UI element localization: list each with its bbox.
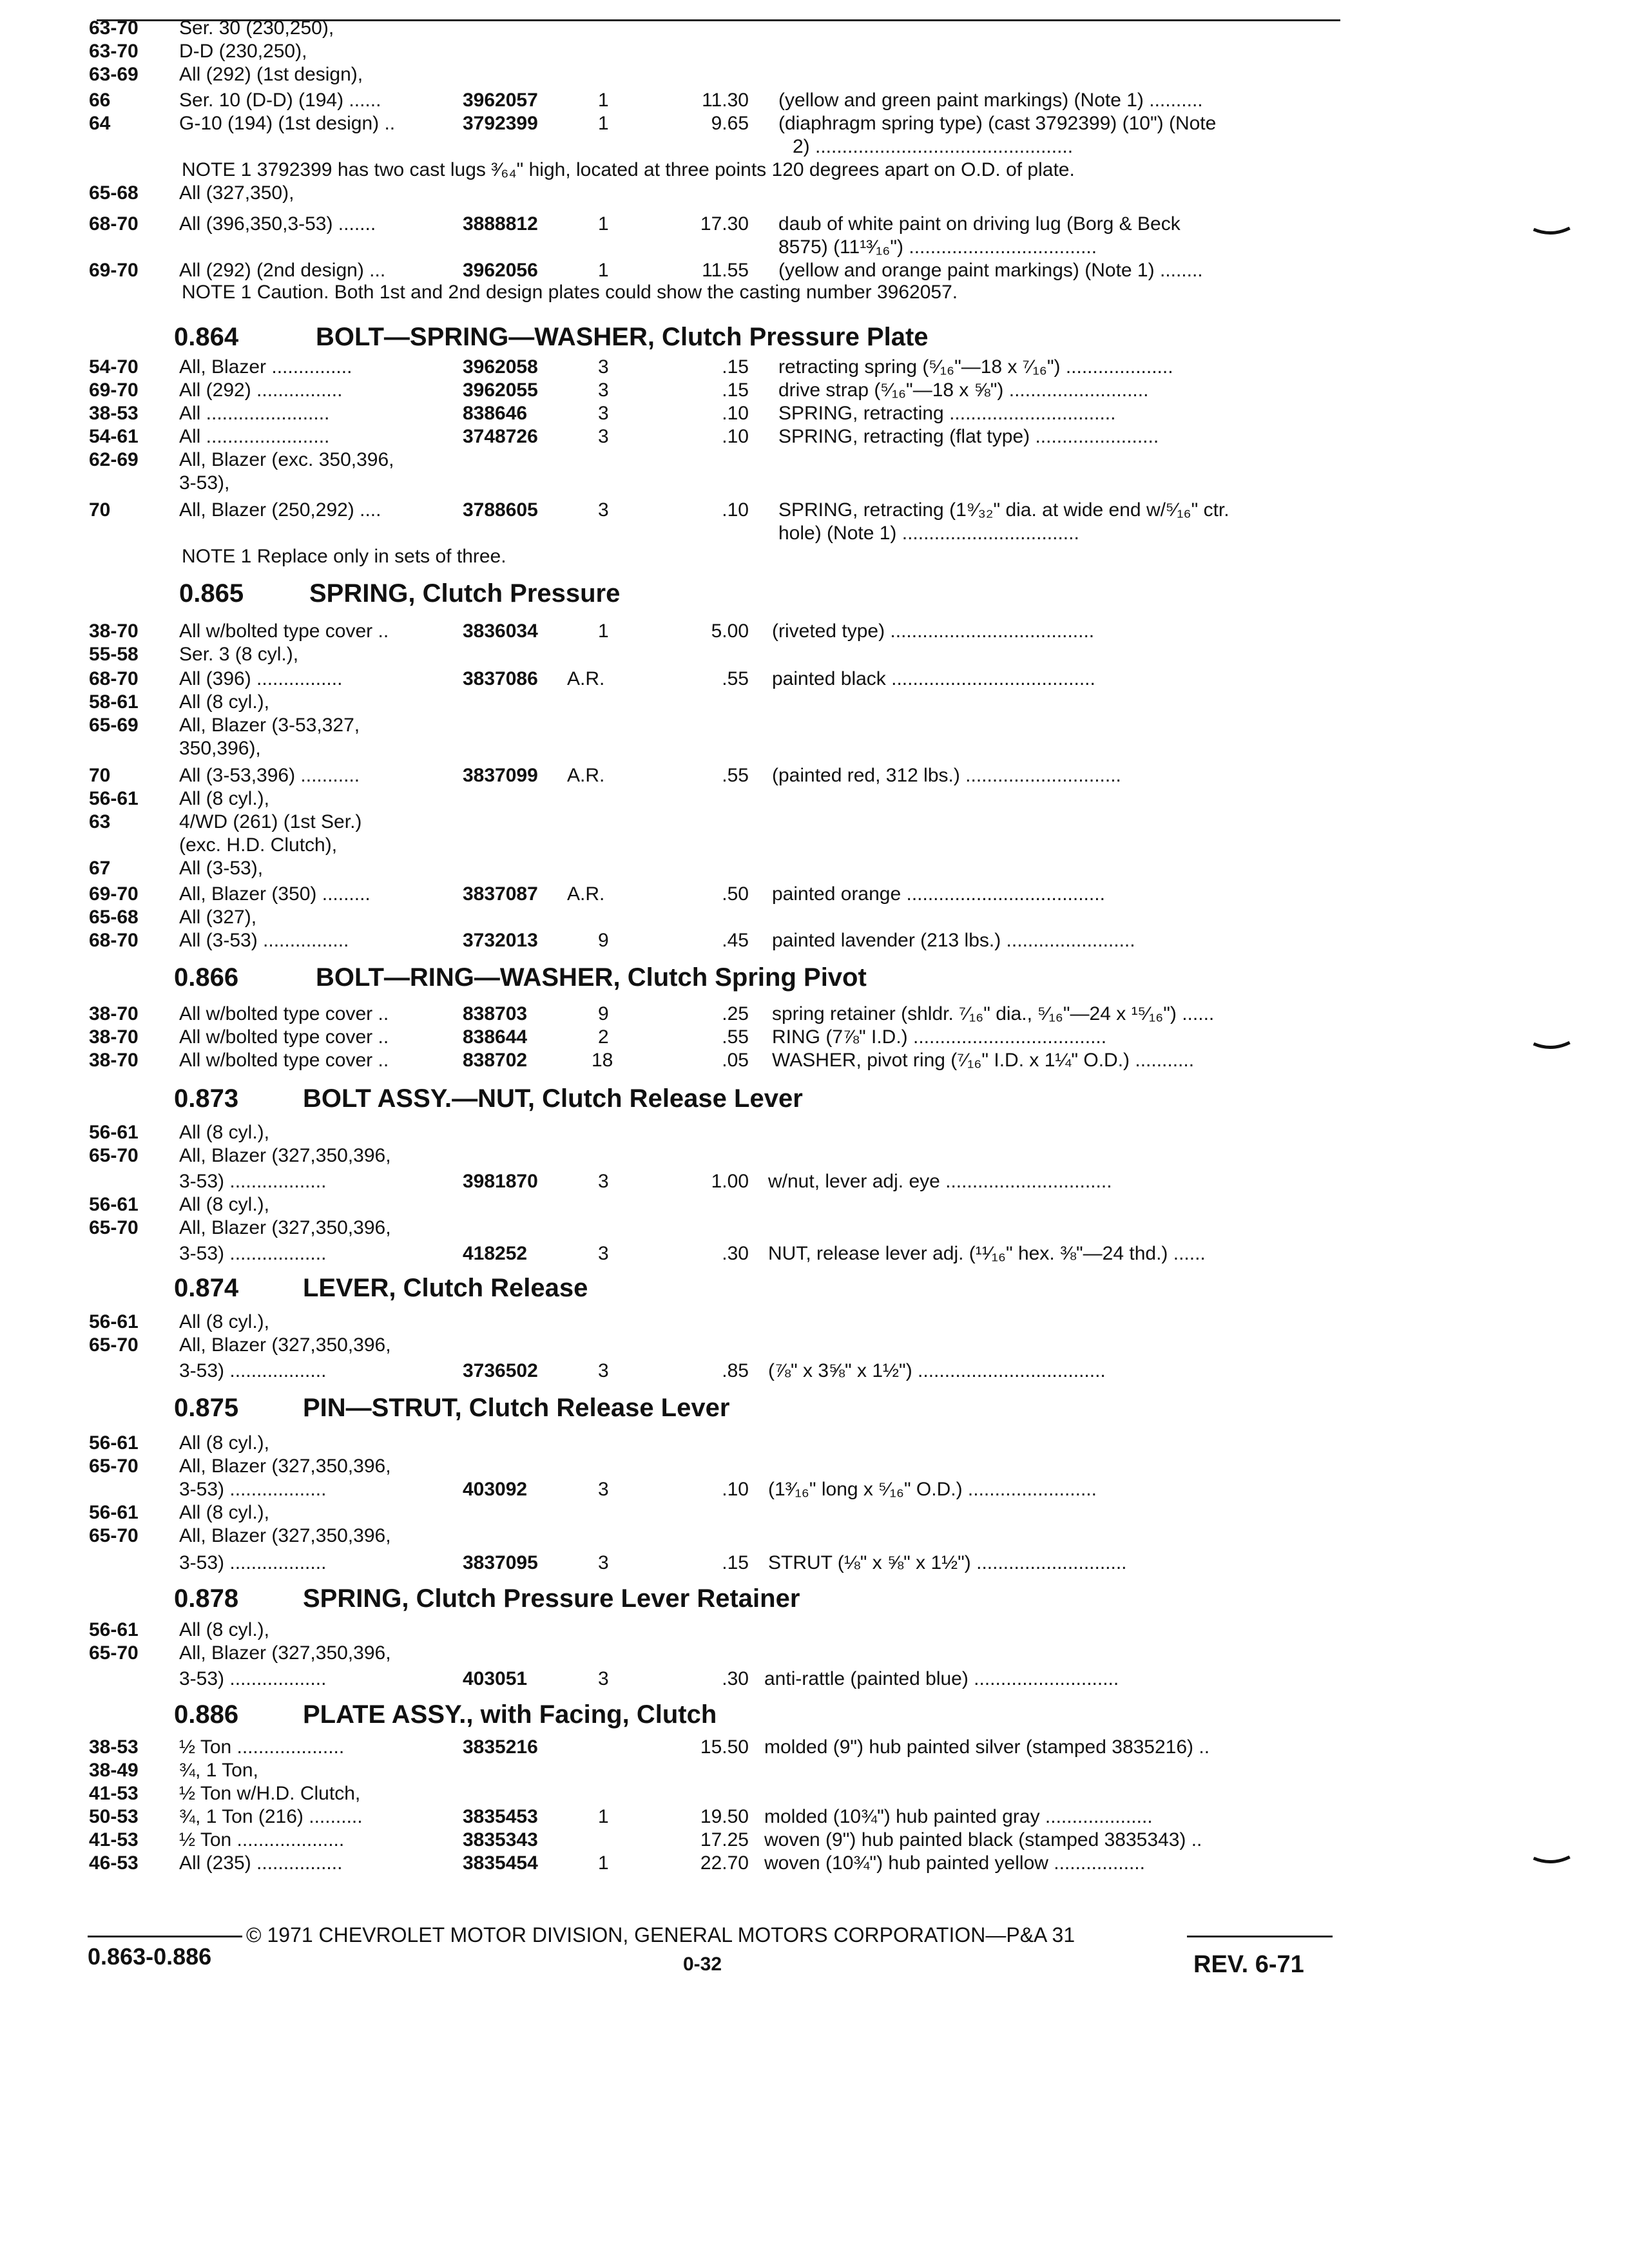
part-row [0, 1334, 1629, 1357]
years: 56-61 [89, 788, 139, 809]
application: All (8 cyl.), [179, 1194, 270, 1215]
part-row [0, 883, 1629, 906]
description: (yellow and orange paint markings) (Note 1) ........ [778, 260, 1203, 281]
margin-mark [1532, 1856, 1571, 1866]
price: .55 [722, 765, 749, 786]
years: 62-69 [89, 449, 139, 470]
part-number: 3981870 [463, 1171, 538, 1192]
quantity: A.R. [567, 883, 605, 905]
part-row [0, 714, 1629, 737]
part-row [0, 1478, 1629, 1501]
part-row [0, 643, 1629, 666]
price: 17.25 [700, 1829, 749, 1850]
part-number: 3962058 [463, 356, 538, 378]
years: 65-70 [89, 1642, 139, 1664]
group-number: 0.865 [179, 579, 244, 608]
footer-copyright: © 1971 CHEVROLET MOTOR DIVISION, GENERAL MOTORS CORPORATION—P&A 31 [246, 1923, 1075, 1946]
application: 3-53) .................. [179, 1171, 327, 1192]
years: 38-70 [89, 620, 139, 642]
footer-page-number: 0-32 [683, 1954, 722, 1975]
part-row [0, 1852, 1629, 1875]
price: 22.70 [700, 1852, 749, 1874]
part-row [0, 259, 1629, 282]
years: 69-70 [89, 260, 139, 281]
application: (exc. H.D. Clutch), [179, 834, 338, 856]
price: .10 [722, 403, 749, 424]
description: retracting spring (⁵⁄₁₆"—18 x ⁷⁄₁₆") .................... [778, 356, 1173, 378]
part-number: 403092 [463, 1479, 528, 1500]
footer-revision: REV. 6-71 [1193, 1951, 1304, 1978]
years: 38-53 [89, 403, 139, 424]
description: molded (10¾") hub painted gray .................... [764, 1806, 1153, 1827]
description: painted black ...................................... [772, 668, 1095, 689]
part-number: 3837095 [463, 1552, 538, 1573]
application: All, Blazer (327,350,396, [179, 1145, 391, 1166]
application: All (8 cyl.), [179, 1502, 270, 1523]
application: All (3-53,396) ........... [179, 765, 360, 786]
part-row [0, 40, 1629, 63]
part-number: 838644 [463, 1026, 528, 1048]
quantity: 1 [598, 260, 609, 281]
description: woven (9") hub painted black (stamped 3835343) .. [764, 1829, 1202, 1850]
part-number: 3732013 [463, 930, 538, 951]
group-title: PIN—STRUT, Clutch Release Lever [303, 1394, 730, 1422]
part-number: 3962055 [463, 380, 538, 401]
years: 55-58 [89, 644, 139, 665]
description: (diaphragm spring type) (cast 3792399) (10") (Note [778, 113, 1217, 134]
application: All (327), [179, 907, 257, 928]
price: .45 [722, 930, 749, 951]
price: .85 [722, 1360, 749, 1381]
margin-mark [1532, 1041, 1571, 1052]
part-row [0, 448, 1629, 472]
part-row [0, 764, 1629, 787]
application: D-D (230,250), [179, 41, 307, 62]
group-title: BOLT ASSY.—NUT, Clutch Release Lever [303, 1084, 803, 1113]
part-row [0, 929, 1629, 952]
part-row [0, 402, 1629, 425]
application: All (292) ................ [179, 380, 343, 401]
application: All (8 cyl.), [179, 691, 270, 713]
part-number: 3835454 [463, 1852, 538, 1874]
price: 11.55 [702, 260, 749, 281]
part-row [0, 1642, 1629, 1665]
part-number: 3888812 [463, 213, 538, 235]
part-row [0, 834, 1629, 857]
years: 63-70 [89, 17, 139, 39]
description: (yellow and green paint markings) (Note 1) .......... [778, 90, 1203, 111]
years: 56-61 [89, 1619, 139, 1640]
part-row [0, 1242, 1629, 1265]
years: 56-61 [89, 1122, 139, 1143]
years: 65-70 [89, 1217, 139, 1238]
part-number: 3962057 [463, 90, 538, 111]
part-row [0, 811, 1629, 834]
quantity: 3 [598, 1668, 609, 1689]
price: 15.50 [700, 1736, 749, 1758]
application: All, Blazer (350) ......... [179, 883, 371, 905]
group-title: SPRING, Clutch Pressure [309, 579, 621, 608]
part-number: 3788605 [463, 499, 538, 521]
years: 38-70 [89, 1003, 139, 1024]
price: 1.00 [711, 1171, 749, 1192]
part-row [0, 1552, 1629, 1575]
application: 3-53) .................. [179, 1552, 327, 1573]
part-row [0, 1144, 1629, 1168]
years: 68-70 [89, 930, 139, 951]
application: All w/bolted type cover .. [179, 620, 389, 642]
part-number: 418252 [463, 1243, 528, 1264]
description: RING (7⅞" I.D.) .................................... [772, 1026, 1107, 1048]
part-row [0, 1805, 1629, 1829]
part-row [0, 737, 1629, 760]
application: ¾, 1 Ton (216) .......... [179, 1806, 363, 1827]
part-row [0, 89, 1629, 112]
price: .55 [722, 668, 749, 689]
application: 4/WD (261) (1st Ser.) [179, 811, 362, 832]
part-row [0, 522, 1629, 545]
description: SPRING, retracting ............................... [778, 403, 1116, 424]
note: NOTE 1 Caution. Both 1st and 2nd design plates could show the casting number 3962057. [182, 282, 958, 303]
group-number: 0.875 [174, 1394, 239, 1422]
margin-mark [1532, 227, 1571, 237]
years: 68-70 [89, 213, 139, 235]
application: All (292) (1st design), [179, 64, 363, 85]
application: All, Blazer (exc. 350,396, [179, 449, 394, 470]
part-number: 3837086 [463, 668, 538, 689]
description: drive strap (⁵⁄₁₆"—18 x ⅝") .......................... [778, 380, 1149, 401]
group-number: 0.878 [174, 1584, 239, 1613]
application: All, Blazer (327,350,396, [179, 1217, 391, 1238]
description: SPRING, retracting (1⁹⁄₃₂" dia. at wide end w/⁵⁄₁₆" ctr. [778, 499, 1229, 521]
part-row [0, 1782, 1629, 1805]
application: All ....................... [179, 403, 330, 424]
years: 70 [89, 499, 111, 521]
description: painted lavender (213 lbs.) ........................ [772, 930, 1135, 951]
part-row [0, 1003, 1629, 1026]
quantity: 3 [598, 499, 609, 521]
application: G-10 (194) (1st design) .. [179, 113, 396, 134]
quantity: 1 [598, 1806, 609, 1827]
years: 46-53 [89, 1852, 139, 1874]
application: 3-53) .................. [179, 1243, 327, 1264]
group-number: 0.873 [174, 1084, 239, 1113]
part-number: 3835343 [463, 1829, 538, 1850]
quantity: 3 [598, 426, 609, 447]
years: 56-61 [89, 1311, 139, 1332]
part-row [0, 17, 1629, 40]
years: 65-68 [89, 907, 139, 928]
years: 38-70 [89, 1050, 139, 1071]
application: All (8 cyl.), [179, 1619, 270, 1640]
application: Ser. 30 (230,250), [179, 17, 334, 39]
description: (painted red, 312 lbs.) ............................. [772, 765, 1121, 786]
years: 64 [89, 113, 111, 134]
quantity: 1 [598, 1852, 609, 1874]
part-number: 3837099 [463, 765, 538, 786]
years: 38-70 [89, 1026, 139, 1048]
part-row [0, 1759, 1629, 1782]
description: daub of white paint on driving lug (Borg & Beck [778, 213, 1181, 235]
price: .05 [722, 1050, 749, 1071]
part-number: 3837087 [463, 883, 538, 905]
part-row [0, 112, 1629, 135]
quantity: 3 [598, 403, 609, 424]
description: STRUT (⅛" x ⅝" x 1½") ............................ [768, 1552, 1127, 1573]
part-row [0, 1193, 1629, 1216]
part-number: 3748726 [463, 426, 538, 447]
part-row [0, 182, 1629, 205]
price: 9.65 [711, 113, 749, 134]
description: 2) ................................................ [793, 136, 1074, 157]
years: 41-53 [89, 1829, 139, 1850]
part-row [0, 1524, 1629, 1548]
description: WASHER, pivot ring (⁷⁄₁₆" I.D. x 1¼" O.D.) ........... [772, 1050, 1195, 1071]
years: 65-68 [89, 182, 139, 204]
application: All, Blazer (3-53,327, [179, 715, 360, 736]
part-row [0, 1736, 1629, 1759]
years: 63-69 [89, 64, 139, 85]
footer-group-range: 0.863-0.886 [88, 1943, 212, 1970]
application: All (8 cyl.), [179, 1311, 270, 1332]
application: ½ Ton .................... [179, 1736, 345, 1758]
description: spring retainer (shldr. ⁷⁄₁₆" dia., ⁵⁄₁₆"—24 x ¹⁵⁄₁₆") ...... [772, 1003, 1215, 1024]
part-row [0, 857, 1629, 880]
description: molded (9") hub painted silver (stamped 3835216) .. [764, 1736, 1210, 1758]
description: (1³⁄₁₆" long x ⁵⁄₁₆" O.D.) ........................ [768, 1479, 1097, 1500]
years: 69-70 [89, 883, 139, 905]
application: 3-53), [179, 472, 230, 494]
quantity: 1 [598, 113, 609, 134]
description: NUT, release lever adj. (¹¹⁄₁₆" hex. ⅜"—24 thd.) ...... [768, 1243, 1206, 1264]
part-row [0, 1829, 1629, 1852]
part-row [0, 691, 1629, 714]
note: NOTE 1 Replace only in sets of three. [182, 546, 506, 567]
price: .50 [722, 883, 749, 905]
price: 19.50 [700, 1806, 749, 1827]
description: (⅞" x 3⅝" x 1½") ................................... [768, 1360, 1106, 1381]
application: All (292) (2nd design) ... [179, 260, 386, 281]
price: .10 [722, 426, 749, 447]
years: 56-61 [89, 1502, 139, 1523]
years: 56-61 [89, 1194, 139, 1215]
part-row [0, 379, 1629, 402]
part-row [0, 1170, 1629, 1193]
application: ½ Ton .................... [179, 1829, 345, 1850]
application: 3-53) .................. [179, 1360, 327, 1381]
part-number: 3736502 [463, 1360, 538, 1381]
part-number: 403051 [463, 1668, 528, 1689]
part-row [0, 1049, 1629, 1072]
price: .10 [722, 499, 749, 521]
quantity: 3 [598, 380, 609, 401]
years: 65-69 [89, 715, 139, 736]
quantity: 3 [598, 1552, 609, 1573]
quantity: 3 [598, 1360, 609, 1381]
description: 8575) (11¹³⁄₁₆") ................................... [778, 236, 1097, 258]
application: 3-53) .................. [179, 1479, 327, 1500]
years: 66 [89, 90, 111, 111]
price: 17.30 [700, 213, 749, 235]
quantity: 3 [598, 356, 609, 378]
part-row [0, 1026, 1629, 1049]
application: All (235) ................ [179, 1852, 343, 1874]
description: hole) (Note 1) ................................. [778, 523, 1079, 544]
application: All, Blazer (327,350,396, [179, 1456, 391, 1477]
part-row [0, 1360, 1629, 1383]
description: w/nut, lever adj. eye ............................... [768, 1171, 1112, 1192]
quantity: 2 [598, 1026, 609, 1048]
part-number: 838703 [463, 1003, 528, 1024]
part-number: 3836034 [463, 620, 538, 642]
part-number: 838702 [463, 1050, 528, 1071]
part-row [0, 425, 1629, 448]
price: 11.30 [702, 90, 749, 111]
part-row [0, 668, 1629, 691]
quantity: 9 [598, 1003, 609, 1024]
years: 63 [89, 811, 111, 832]
part-row [0, 787, 1629, 811]
application: 350,396), [179, 738, 261, 759]
application: All w/bolted type cover .. [179, 1003, 389, 1024]
part-row [0, 499, 1629, 522]
application: All (396,350,3-53) ....... [179, 213, 376, 235]
part-row [0, 1501, 1629, 1524]
part-row [0, 906, 1629, 929]
years: 50-53 [89, 1806, 139, 1827]
application: All (3-53) ................ [179, 930, 349, 951]
quantity: A.R. [567, 765, 605, 786]
price: .25 [722, 1003, 749, 1024]
part-row [0, 1455, 1629, 1478]
application: All w/bolted type cover .. [179, 1026, 389, 1048]
description: anti-rattle (painted blue) ........................... [764, 1668, 1119, 1689]
price: .10 [722, 1479, 749, 1500]
price: .30 [722, 1668, 749, 1689]
part-row [0, 620, 1629, 643]
part-number: 3835453 [463, 1806, 538, 1827]
part-row [0, 213, 1629, 236]
group-title: BOLT—SPRING—WASHER, Clutch Pressure Plate [316, 323, 929, 351]
group-number: 0.866 [174, 963, 239, 992]
price: .55 [722, 1026, 749, 1048]
years: 54-61 [89, 426, 139, 447]
part-row [0, 356, 1629, 379]
group-title: PLATE ASSY., with Facing, Clutch [303, 1700, 717, 1729]
quantity: A.R. [567, 668, 605, 689]
years: 41-53 [89, 1783, 139, 1804]
years: 65-70 [89, 1145, 139, 1166]
years: 65-70 [89, 1525, 139, 1546]
group-number: 0.874 [174, 1274, 239, 1302]
years: 65-70 [89, 1334, 139, 1356]
quantity: 18 [592, 1050, 613, 1071]
description: painted orange ..................................... [772, 883, 1105, 905]
description: woven (10¾") hub painted yellow ................. [764, 1852, 1145, 1874]
price: .15 [722, 1552, 749, 1573]
application: All, Blazer ............... [179, 356, 352, 378]
footer-rule-left [88, 1936, 242, 1937]
part-row [0, 135, 1629, 159]
group-title: SPRING, Clutch Pressure Lever Retainer [303, 1584, 800, 1613]
years: 69-70 [89, 380, 139, 401]
application: 3-53) .................. [179, 1668, 327, 1689]
quantity: 3 [598, 1171, 609, 1192]
application: All (8 cyl.), [179, 788, 270, 809]
application: ¾, 1 Ton, [179, 1760, 258, 1781]
application: Ser. 3 (8 cyl.), [179, 644, 299, 665]
quantity: 1 [598, 620, 609, 642]
part-row [0, 1667, 1629, 1691]
note: NOTE 1 3792399 has two cast lugs ³⁄₆₄" high, located at three points 120 degrees apart on O.D. of plate. [182, 159, 1075, 180]
years: 38-49 [89, 1760, 139, 1781]
part-row [0, 472, 1629, 495]
part-row [0, 1216, 1629, 1240]
part-row [0, 63, 1629, 86]
description: (riveted type) ...................................... [772, 620, 1095, 642]
application: All (8 cyl.), [179, 1432, 270, 1454]
application: All, Blazer (250,292) .... [179, 499, 381, 521]
years: 63-70 [89, 41, 139, 62]
application: All w/bolted type cover .. [179, 1050, 389, 1071]
years: 70 [89, 765, 111, 786]
description: SPRING, retracting (flat type) ....................... [778, 426, 1159, 447]
years: 54-70 [89, 356, 139, 378]
application: All, Blazer (327,350,396, [179, 1334, 391, 1356]
group-title: LEVER, Clutch Release [303, 1274, 588, 1302]
part-number: 3792399 [463, 113, 538, 134]
years: 68-70 [89, 668, 139, 689]
group-number: 0.886 [174, 1700, 239, 1729]
quantity: 1 [598, 213, 609, 235]
footer-rule-right [1187, 1936, 1333, 1937]
application: All, Blazer (327,350,396, [179, 1525, 391, 1546]
part-row [0, 1619, 1629, 1642]
part-row [0, 1311, 1629, 1334]
application: All (8 cyl.), [179, 1122, 270, 1143]
years: 58-61 [89, 691, 139, 713]
years: 65-70 [89, 1456, 139, 1477]
price: 5.00 [711, 620, 749, 642]
application: ½ Ton w/H.D. Clutch, [179, 1783, 361, 1804]
quantity: 3 [598, 1479, 609, 1500]
years: 67 [89, 858, 111, 879]
group-title: BOLT—RING—WASHER, Clutch Spring Pivot [316, 963, 867, 992]
part-number: 3962056 [463, 260, 538, 281]
part-number: 838646 [463, 403, 528, 424]
part-row [0, 1121, 1629, 1144]
part-row [0, 236, 1629, 259]
application: All, Blazer (327,350,396, [179, 1642, 391, 1664]
application: All (396) ................ [179, 668, 343, 689]
application: Ser. 10 (D-D) (194) ...... [179, 90, 381, 111]
part-number: 3835216 [463, 1736, 538, 1758]
years: 38-53 [89, 1736, 139, 1758]
application: All (327,350), [179, 182, 294, 204]
price: .15 [722, 380, 749, 401]
quantity: 1 [598, 90, 609, 111]
application: All (3-53), [179, 858, 264, 879]
group-number: 0.864 [174, 323, 239, 351]
application: All ....................... [179, 426, 330, 447]
quantity: 3 [598, 1243, 609, 1264]
price: .15 [722, 356, 749, 378]
part-row [0, 1432, 1629, 1455]
quantity: 9 [598, 930, 609, 951]
years: 56-61 [89, 1432, 139, 1454]
price: .30 [722, 1243, 749, 1264]
